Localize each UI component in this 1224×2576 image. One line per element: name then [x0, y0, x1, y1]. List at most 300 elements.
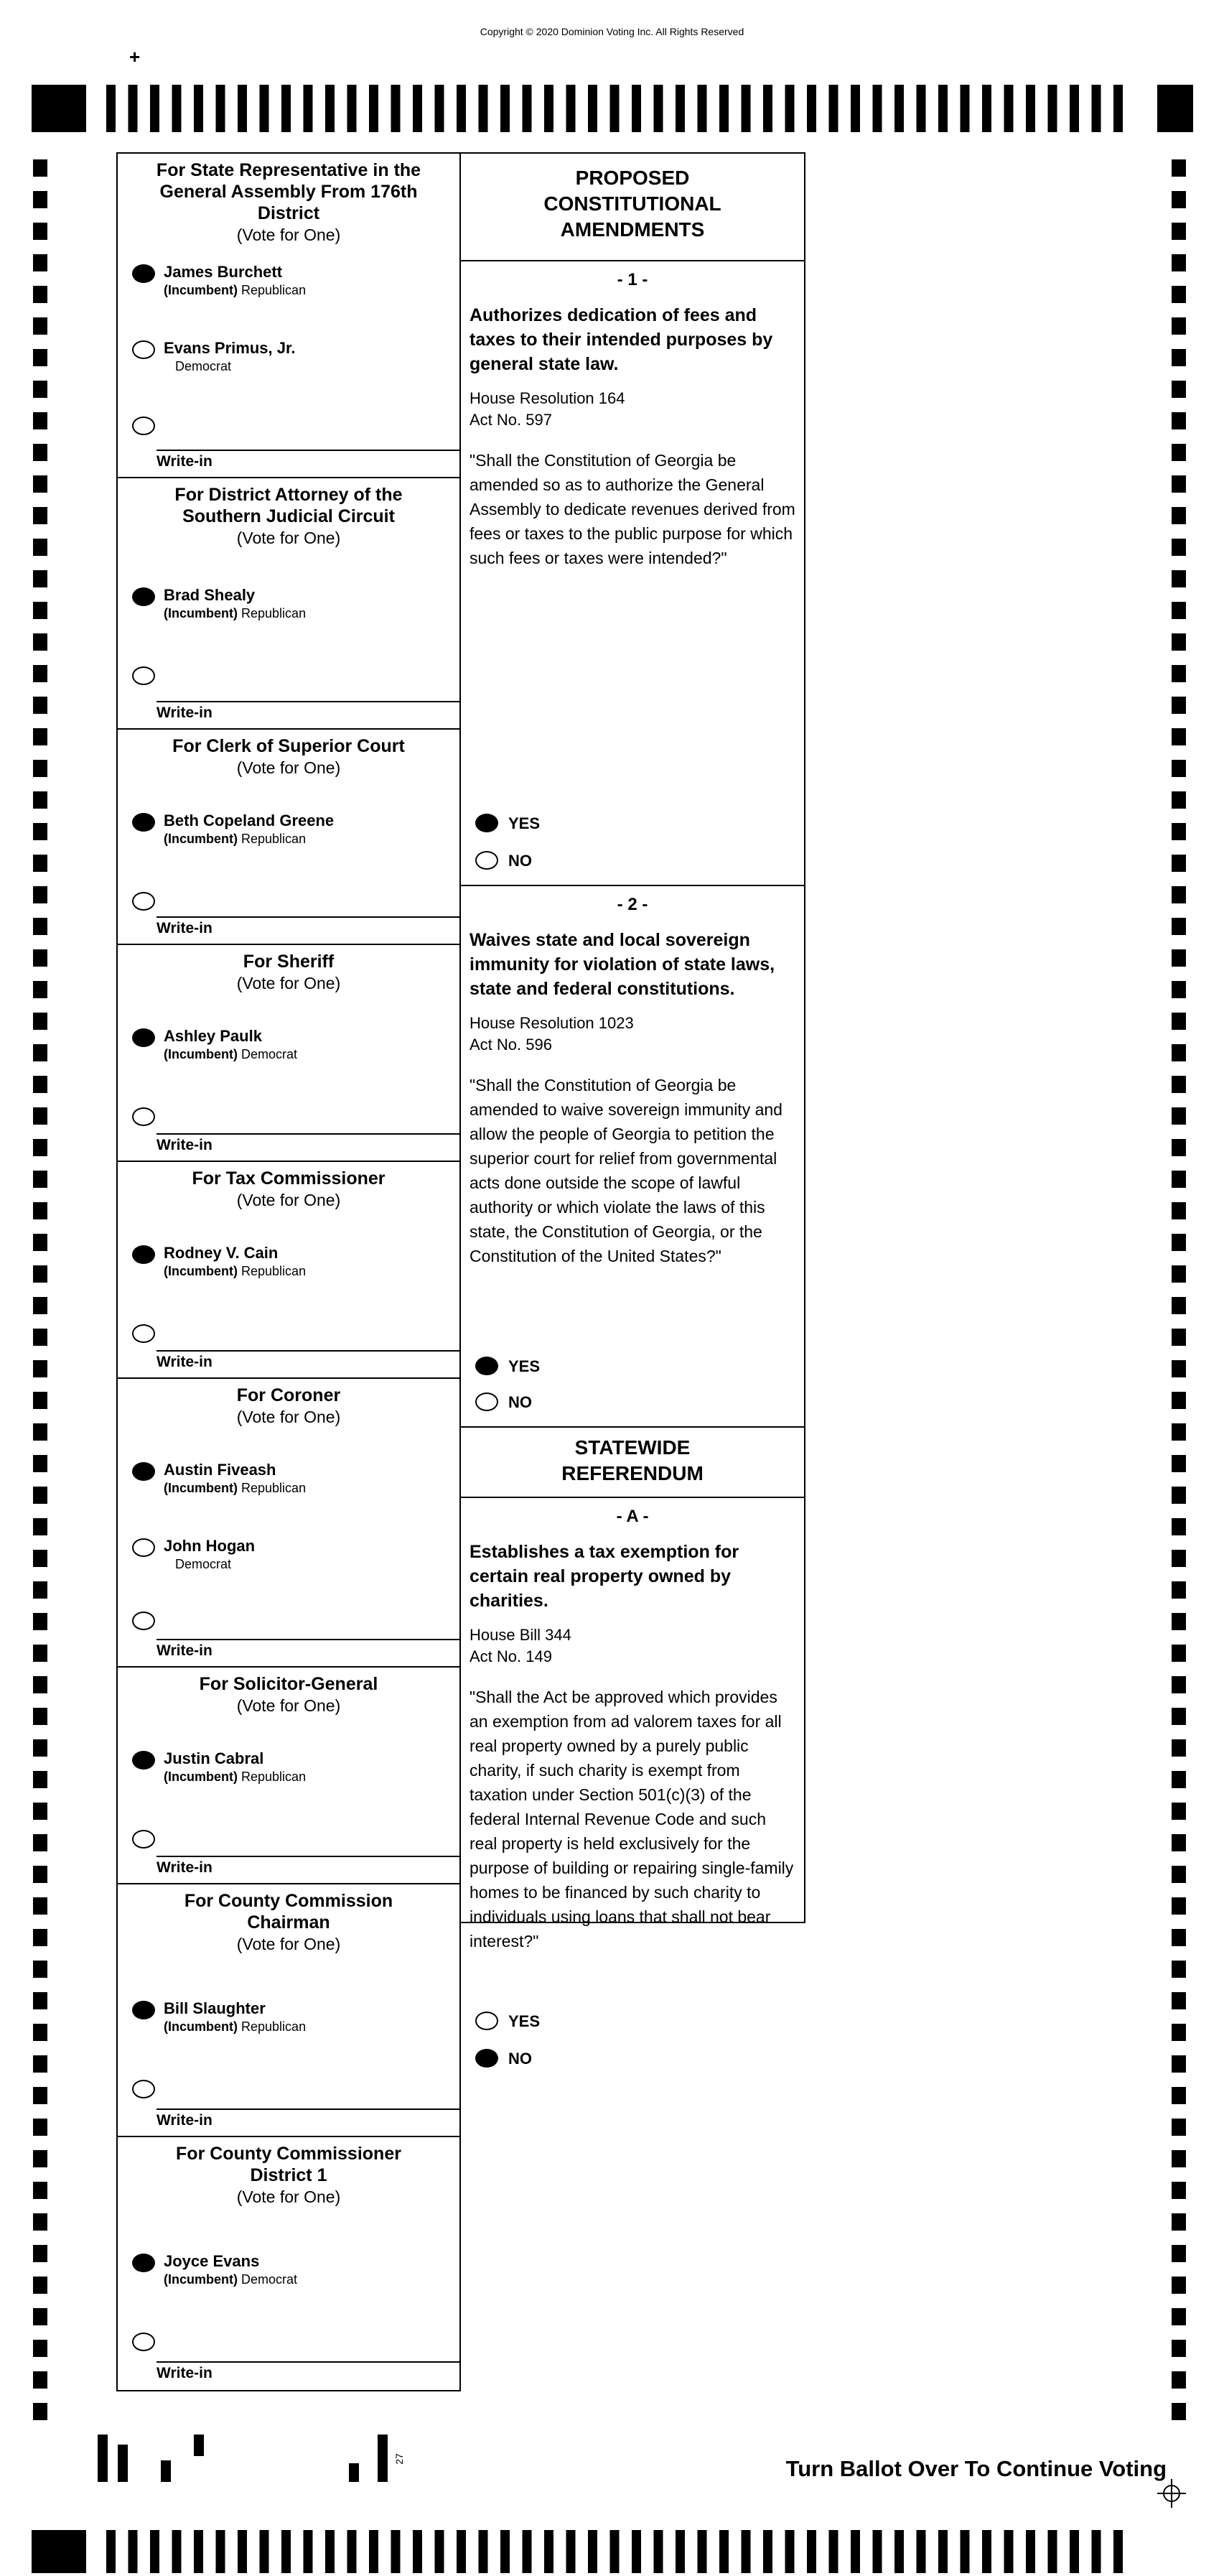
- side-timing-mark: [33, 633, 47, 651]
- timing-tick: [172, 2530, 182, 2573]
- race-7: [118, 1668, 459, 1884]
- side-timing-mark: [1172, 1360, 1186, 1377]
- vote-for-label: (Vote for One): [236, 1191, 341, 1209]
- timing-tick: [917, 85, 926, 132]
- side-timing-mark: [1172, 1076, 1186, 1093]
- timing-tick: [106, 2530, 116, 2573]
- side-timing-mark: [33, 2119, 47, 2136]
- candidate-name: Rodney V. Cain: [164, 1244, 279, 1262]
- referendum-header-box: [461, 1428, 804, 1498]
- race-title: For Coroner: [236, 1385, 341, 1405]
- timing-tick: [347, 2530, 357, 2573]
- side-timing-mark: [1172, 349, 1186, 366]
- side-timing-mark: [1172, 2245, 1186, 2262]
- timing-tick: [785, 2530, 795, 2573]
- side-timing-mark: [1172, 286, 1186, 303]
- side-timing-mark: [1172, 1581, 1186, 1599]
- candidate-party: [164, 1047, 297, 1062]
- side-timing-mark: [1172, 2213, 1186, 2231]
- side-timing-mark: [33, 1171, 47, 1188]
- side-timing-mark: [33, 949, 47, 967]
- timing-block: [1157, 85, 1193, 132]
- vote-for-label: (Vote for One): [236, 974, 341, 992]
- side-timing-mark: [1172, 1771, 1186, 1788]
- side-timing-mark: [1172, 633, 1186, 651]
- candidate-name: Evans Primus, Jr.: [164, 339, 296, 357]
- candidate-oval[interactable]: [132, 813, 155, 832]
- write-in-line[interactable]: [156, 916, 459, 918]
- timing-tick: [150, 2530, 159, 2573]
- yes-option[interactable]: YES: [475, 814, 540, 834]
- write-in-label: Write-in: [156, 1137, 212, 1153]
- amendments-header-box: [461, 154, 804, 261]
- timing-tick: [523, 85, 532, 132]
- amendment-question: "Shall the Constitution of Georgia be amended so as to authorize the General Assembly to dedicate revenues derived from fees or taxes to the public purpose for which such fees or taxes were intended?": [469, 451, 795, 567]
- side-timing-mark: [33, 1265, 47, 1283]
- side-timing-mark: [1172, 1518, 1186, 1535]
- side-timing-mark: [1172, 2024, 1186, 2041]
- registration-plus-mark: +: [129, 46, 141, 68]
- no-option[interactable]: NO: [475, 852, 532, 871]
- candidate-name: Austin Fiveash: [164, 1461, 276, 1479]
- candidate-party: [164, 1481, 306, 1496]
- write-in-line[interactable]: [156, 1350, 459, 1352]
- side-timing-mark: [1172, 1044, 1186, 1061]
- referendum-number: - A -: [616, 1507, 649, 1526]
- write-in-oval[interactable]: [132, 1830, 155, 1849]
- write-in-line[interactable]: [156, 701, 459, 702]
- side-timing-mark: [33, 1076, 47, 1093]
- race-title: For County Commissioner District 1: [176, 2144, 401, 2185]
- candidate-oval[interactable]: [132, 587, 155, 606]
- candidate-oval[interactable]: [132, 2254, 155, 2272]
- timing-tick: [500, 2530, 510, 2573]
- write-in-line[interactable]: [156, 1856, 459, 1857]
- side-timing-mark: [1172, 2182, 1186, 2199]
- party-label: Republican: [241, 2019, 307, 2034]
- timing-tick: [1048, 85, 1057, 132]
- bottom-timing-bar: [0, 2524, 1224, 2576]
- timing-tick: [281, 2530, 291, 2573]
- side-timing-mark: [33, 1107, 47, 1125]
- timing-tick: [807, 2530, 816, 2573]
- timing-tick: [1004, 2530, 1014, 2573]
- timing-tick: [807, 85, 816, 132]
- timing-tick: [610, 2530, 620, 2573]
- side-timing-mark: [1172, 2055, 1186, 2073]
- side-timing-mark: [1172, 1897, 1186, 1915]
- write-in-oval[interactable]: [132, 1107, 155, 1126]
- timing-tick: [544, 85, 553, 132]
- vote-for-label: (Vote for One): [236, 1696, 341, 1715]
- side-timing-mark: [1172, 1992, 1186, 2009]
- side-timing-mark: [1172, 1171, 1186, 1188]
- side-timing-mark: [33, 1423, 47, 1441]
- side-timing-mark: [1172, 1265, 1186, 1283]
- write-in-oval[interactable]: [132, 666, 155, 685]
- side-timing-mark: [33, 823, 47, 840]
- side-timing-mark: [33, 728, 47, 745]
- race-2: [118, 478, 459, 730]
- timing-tick: [961, 85, 970, 132]
- party-label: Republican: [241, 1481, 307, 1495]
- side-timing-mark: [1172, 2087, 1186, 2104]
- timing-tick: [632, 2530, 641, 2573]
- candidate-oval[interactable]: [132, 1245, 155, 1264]
- race-title: For County Commission Chairman: [184, 1891, 393, 1933]
- candidate-oval[interactable]: [132, 1751, 155, 1770]
- write-in-oval[interactable]: [132, 1612, 155, 1630]
- incumbent-label: (Incumbent): [164, 606, 238, 620]
- timing-tick: [873, 85, 882, 132]
- side-timing-mark: [33, 1329, 47, 1346]
- no-oval[interactable]: [475, 851, 498, 870]
- side-timing-mark: [33, 1961, 47, 1978]
- write-in-line[interactable]: [156, 2361, 459, 2363]
- candidate-party: [164, 2019, 306, 2035]
- vote-for-label: (Vote for One): [236, 1935, 341, 1953]
- side-timing-mark: [1172, 223, 1186, 240]
- candidate-party: [175, 1557, 231, 1572]
- side-timing-mark: [1172, 2277, 1186, 2294]
- side-timing-mark: [1172, 570, 1186, 587]
- party-label: Republican: [241, 606, 307, 620]
- side-timing-mark: [33, 286, 47, 303]
- timing-tick: [129, 85, 138, 132]
- timing-tick: [347, 85, 357, 132]
- timing-tick: [260, 2530, 269, 2573]
- candidate-oval[interactable]: [132, 1538, 155, 1557]
- candidate-party: [164, 606, 306, 621]
- side-timing-mark: [33, 1866, 47, 1883]
- side-timing-mark: [33, 1044, 47, 1061]
- side-timing-mark: [33, 381, 47, 398]
- write-in-oval[interactable]: [132, 1324, 155, 1343]
- timing-tick: [982, 2530, 991, 2573]
- party-label: Republican: [241, 283, 307, 297]
- amendment-1: [461, 261, 804, 886]
- incumbent-label: (Incumbent): [164, 1770, 238, 1784]
- timing-tick: [500, 85, 510, 132]
- timing-tick: [216, 85, 225, 132]
- timing-tick: [676, 85, 685, 132]
- timing-tick: [1070, 2530, 1079, 2573]
- timing-tick: [260, 85, 269, 132]
- incumbent-label: (Incumbent): [164, 1047, 238, 1061]
- side-timing-mark: [33, 1771, 47, 1788]
- timing-tick: [961, 2530, 970, 2573]
- write-in-label: Write-in: [156, 920, 212, 936]
- amendment-number: - 1 -: [617, 270, 648, 289]
- timing-tick: [566, 2530, 576, 2573]
- side-timing-mark: [1172, 728, 1186, 745]
- race-title: For District Attorney of the Southern Judicial Circuit: [174, 485, 403, 526]
- amendment-2: [461, 886, 804, 1428]
- side-timing-mark: [1172, 1423, 1186, 1441]
- timing-tick: [1026, 85, 1035, 132]
- side-timing-mark: [1172, 823, 1186, 840]
- incumbent-label: (Incumbent): [164, 1481, 238, 1495]
- timing-tick: [479, 85, 488, 132]
- race-8: [118, 1884, 459, 2137]
- race-1: [118, 154, 459, 478]
- side-timing-mark: [33, 191, 47, 208]
- timing-tick: [238, 2530, 247, 2573]
- side-timing-mark: [33, 570, 47, 587]
- timing-tick: [588, 85, 597, 132]
- side-timing-mark: [1172, 1708, 1186, 1725]
- side-timing-mark: [1172, 1329, 1186, 1346]
- side-timing-mark: [33, 1360, 47, 1377]
- timing-tick: [917, 2530, 926, 2573]
- incumbent-label: (Incumbent): [164, 2272, 238, 2287]
- side-timing-mark: [1172, 412, 1186, 429]
- party-label: Democrat: [241, 1047, 298, 1061]
- side-timing-mark: [33, 539, 47, 556]
- write-in-oval[interactable]: [132, 2080, 155, 2098]
- vote-for-label: (Vote for One): [236, 529, 341, 547]
- write-in-oval[interactable]: [132, 417, 155, 435]
- side-timing-mark: [33, 886, 47, 903]
- write-in-line[interactable]: [156, 1133, 459, 1135]
- write-in-oval[interactable]: [132, 892, 155, 911]
- side-timing-mark: [33, 1929, 47, 1946]
- race-6: [118, 1379, 459, 1668]
- side-timing-mark: [1172, 697, 1186, 714]
- timing-tick: [676, 2530, 685, 2573]
- timing-tick: [719, 2530, 729, 2573]
- write-in-label: Write-in: [156, 453, 212, 470]
- timing-tick: [566, 85, 576, 132]
- amendment-question: "Shall the Constitution of Georgia be amended to waive sovereign immunity and allow the people of Georgia to petition the superior court for relief from governmental acts done outside the scope of lawful authority or which violate the laws of this state, the Constitution of Georgia, or the Constitution of the United States?": [469, 1076, 782, 1265]
- timing-tick: [894, 85, 904, 132]
- side-timing-mark: [1172, 444, 1186, 461]
- race-title: For Clerk of Superior Court: [172, 736, 405, 756]
- no-oval[interactable]: [475, 2049, 498, 2068]
- candidate-name: Ashley Paulk: [164, 1027, 262, 1045]
- side-timing-mark: [33, 317, 47, 335]
- race-4: [118, 945, 459, 1162]
- timing-tick: [544, 2530, 553, 2573]
- amendment-act: Act No. 596: [469, 1036, 552, 1054]
- referendum-reference: House Bill 344: [469, 1626, 571, 1644]
- side-timing-mark: [1172, 1739, 1186, 1757]
- side-timing-mark: [33, 791, 47, 809]
- timing-tick: [304, 85, 313, 132]
- side-timing-mark: [1172, 159, 1186, 177]
- side-timing-mark: [1172, 918, 1186, 935]
- side-timing-mark: [33, 2340, 47, 2357]
- vote-for-label: (Vote for One): [236, 758, 341, 777]
- side-timing-mark: [1172, 1550, 1186, 1567]
- side-timing-mark: [1172, 602, 1186, 619]
- referendum-header: STATEWIDE REFERENDUM: [561, 1436, 704, 1484]
- side-timing-mark: [33, 1487, 47, 1504]
- side-timing-mark: [33, 1518, 47, 1535]
- referendum-summary: Establishes a tax exemption for certain real property owned by charities.: [469, 1542, 739, 1611]
- side-timing-mark: [33, 349, 47, 366]
- side-timing-mark: [1172, 855, 1186, 872]
- side-timing-mark: [1172, 1107, 1186, 1125]
- timing-tick: [369, 85, 378, 132]
- timing-tick: [129, 2530, 138, 2573]
- write-in-label: Write-in: [156, 705, 212, 721]
- side-timing-mark: [33, 760, 47, 777]
- timing-block: [32, 85, 86, 132]
- timing-tick: [938, 85, 948, 132]
- side-timing-mark: [33, 1550, 47, 1567]
- candidate-party: [164, 1770, 306, 1785]
- side-timing-mark: [1172, 1803, 1186, 1820]
- yes-oval[interactable]: [475, 814, 498, 832]
- candidate-party: [164, 2272, 297, 2287]
- no-option[interactable]: NO: [475, 1393, 532, 1413]
- candidate-oval[interactable]: [132, 2001, 155, 2019]
- candidate-oval[interactable]: [132, 264, 155, 283]
- side-timing-mark: [1172, 1929, 1186, 1946]
- candidate-party: [164, 832, 306, 847]
- candidate-oval[interactable]: [132, 1462, 155, 1481]
- side-timing-mark: [1172, 791, 1186, 809]
- write-in-line[interactable]: [156, 2108, 459, 2110]
- timing-tick: [457, 85, 466, 132]
- incumbent-label: (Incumbent): [164, 2019, 238, 2034]
- side-timing-mark: [33, 1897, 47, 1915]
- timing-tick: [698, 2530, 707, 2573]
- timing-tick: [873, 2530, 882, 2573]
- side-timing-mark: [1172, 254, 1186, 271]
- side-timing-mark: [33, 2403, 47, 2420]
- yes-oval[interactable]: [475, 2012, 498, 2030]
- questions-column: [459, 152, 805, 2068]
- timing-tick: [238, 85, 247, 132]
- side-timing-mark: [1172, 2119, 1186, 2136]
- race-title: For Tax Commissioner: [192, 1168, 386, 1189]
- timing-tick: [106, 85, 116, 132]
- side-timing-mark: [33, 1613, 47, 1630]
- vote-for-label: (Vote for One): [236, 1408, 341, 1426]
- timing-tick: [1092, 85, 1101, 132]
- timing-tick: [1004, 85, 1014, 132]
- turn-ballot-over-text: Turn Ballot Over To Continue Voting: [785, 2456, 1167, 2481]
- side-timing-mark: [1172, 1392, 1186, 1409]
- timing-tick: [982, 85, 991, 132]
- timing-tick: [435, 85, 444, 132]
- side-timing-mark: [33, 2055, 47, 2073]
- party-label: Democrat: [175, 359, 232, 373]
- write-in-label: Write-in: [156, 2365, 212, 2381]
- races-column: [116, 152, 461, 2391]
- timing-tick: [698, 85, 707, 132]
- referendum-act: Act No. 149: [469, 1647, 552, 1665]
- write-in-label: Write-in: [156, 1642, 212, 1659]
- timing-tick: [435, 2530, 444, 2573]
- timing-tick: [719, 85, 729, 132]
- vote-for-label: (Vote for One): [236, 225, 341, 244]
- side-timing-mark: [33, 507, 47, 524]
- side-timing-mark: [1172, 539, 1186, 556]
- candidate-name: Joyce Evans: [164, 2252, 260, 2270]
- incumbent-label: (Incumbent): [164, 832, 238, 846]
- side-timing-mark: [33, 2308, 47, 2325]
- side-timing-mark: [33, 665, 47, 682]
- timing-tick: [194, 2530, 203, 2573]
- timing-tick: [281, 85, 291, 132]
- side-timing-mark: [33, 1139, 47, 1156]
- timing-tick: [763, 2530, 772, 2573]
- timing-tick: [1113, 85, 1123, 132]
- side-timing-mark: [1172, 1676, 1186, 1693]
- timing-tick: [851, 85, 860, 132]
- timing-tick: [1092, 2530, 1101, 2573]
- side-timing-mark: [33, 2087, 47, 2104]
- yes-option[interactable]: YES: [475, 2012, 540, 2032]
- timing-tick: [304, 2530, 313, 2573]
- timing-tick: [391, 85, 401, 132]
- timing-tick: [1070, 85, 1079, 132]
- race-3: [118, 730, 459, 945]
- side-timing-mark: [33, 918, 47, 935]
- timing-tick: [588, 2530, 597, 2573]
- timing-tick: [632, 85, 641, 132]
- amendment-summary: Waives state and local sovereign immunity for violation of state laws, state and federal constitutions.: [469, 930, 775, 999]
- yes-oval[interactable]: [475, 1357, 498, 1375]
- vote-for-label: (Vote for One): [236, 2187, 341, 2206]
- ballot-code: 27: [393, 2453, 405, 2465]
- side-timing-mark: [1172, 1297, 1186, 1314]
- incumbent-label: (Incumbent): [164, 283, 238, 297]
- side-timing-mark: [33, 254, 47, 271]
- timing-tick: [851, 2530, 860, 2573]
- timing-tick: [150, 85, 159, 132]
- candidate-name: James Burchett: [164, 263, 283, 281]
- side-timing-mark: [33, 1992, 47, 2009]
- side-timing-mark: [1172, 1487, 1186, 1504]
- party-label: Republican: [241, 1264, 307, 1278]
- no-oval[interactable]: [475, 1392, 498, 1411]
- side-timing-mark: [1172, 191, 1186, 208]
- side-timing-mark: [1172, 1613, 1186, 1630]
- timing-tick: [938, 2530, 948, 2573]
- candidate-oval[interactable]: [132, 1028, 155, 1047]
- race-title: For Sheriff: [243, 952, 335, 972]
- side-timing-mark: [33, 1803, 47, 1820]
- side-timing-mark: [1172, 475, 1186, 493]
- timing-tick: [325, 2530, 335, 2573]
- timing-tick: [829, 2530, 838, 2573]
- candidate-oval[interactable]: [132, 340, 155, 359]
- timing-tick: [172, 85, 182, 132]
- incumbent-label: (Incumbent): [164, 1264, 238, 1278]
- no-option[interactable]: NO: [475, 2050, 532, 2069]
- amendment-reference: House Resolution 1023: [469, 1014, 634, 1032]
- write-in-line[interactable]: [156, 450, 459, 451]
- side-timing-mark: [33, 1013, 47, 1030]
- write-in-line[interactable]: [156, 1639, 459, 1640]
- write-in-oval[interactable]: [132, 2333, 155, 2351]
- side-timing-mark: [33, 602, 47, 619]
- yes-option[interactable]: YES: [475, 1357, 540, 1377]
- side-timing-mark: [1172, 760, 1186, 777]
- side-timing-mark: [33, 444, 47, 461]
- side-timing-mark: [33, 2213, 47, 2231]
- timing-tick: [742, 85, 751, 132]
- side-timing-mark: [33, 1708, 47, 1725]
- timing-tick: [413, 2530, 422, 2573]
- race-5: [118, 1162, 459, 1379]
- timing-tick: [413, 85, 422, 132]
- side-timing-mark: [1172, 886, 1186, 903]
